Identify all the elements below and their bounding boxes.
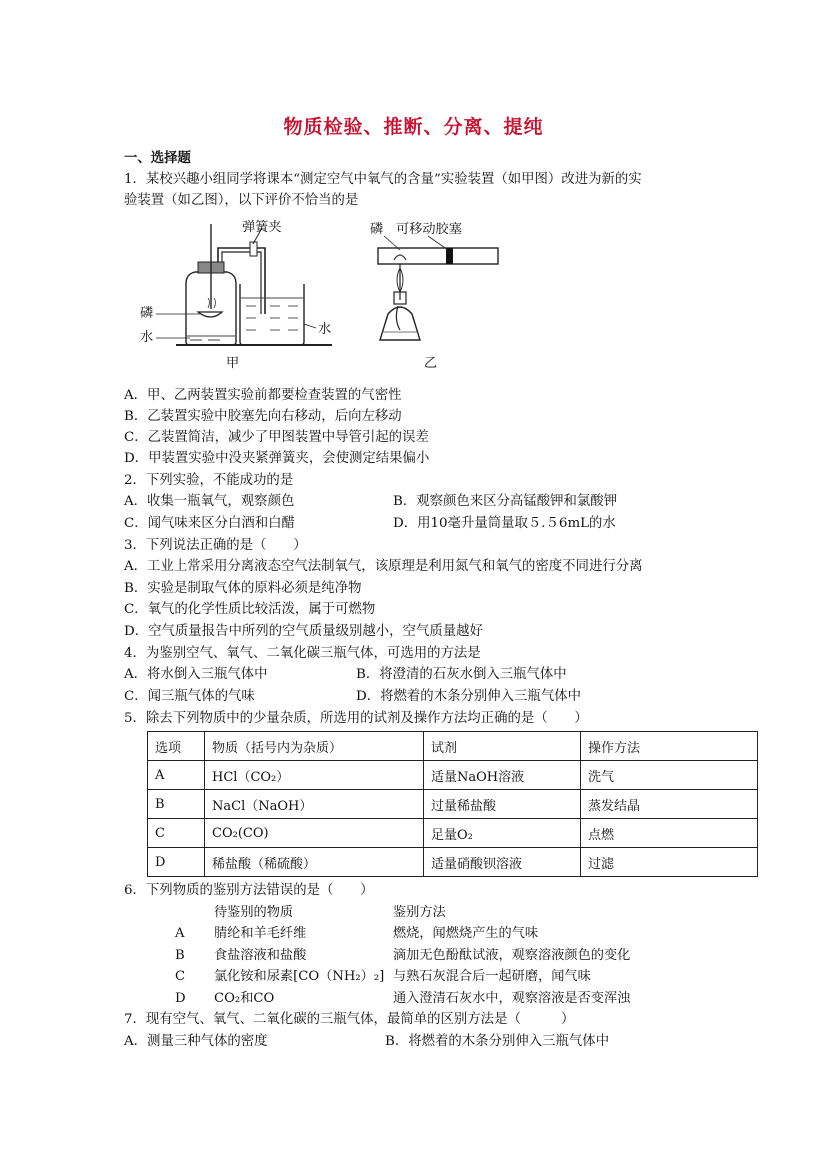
q6-row-b-method: 滴加无色酚酞试液，观察溶液颜色的变化 [393, 948, 631, 963]
table-row [148, 819, 758, 848]
q3-option-c: C．氧气的化学性质比较活泼，属于可燃物 [124, 602, 376, 617]
q3-option-a: A．工业上常采用分离液态空气法制氧气，该原理是利用氮气和氧气的密度不同进行分离 [124, 559, 643, 574]
section-heading: 一、选择题 [124, 150, 191, 166]
q6-row-a-method: 燃烧，闻燃烧产生的气味 [393, 926, 539, 941]
q6-row-a-letter: A [175, 926, 185, 941]
table-cell: 洗气 [581, 761, 758, 790]
table-cell: 蒸发结晶 [581, 790, 758, 819]
q4-stem: 4．为鉴别空气、氧气、二氧化碳三瓶气体，可选用的方法是 [124, 646, 481, 661]
q2-option-a: A．收集一瓶氧气，观察颜色 [124, 494, 295, 509]
q6-row-c-item: 氯化铵和尿素[CO（NH₂）₂] [214, 969, 385, 984]
q3-option-b: B．实验是制取气体的原料必须是纯净物 [124, 581, 362, 596]
q2-option-b: B．观察颜色来区分高锰酸钾和氯酸钾 [393, 494, 618, 509]
q6-row-c-letter: C [175, 969, 186, 984]
q6-row-b-letter: B [175, 948, 185, 963]
table-cell: D [148, 848, 205, 877]
q1-apparatus-figure [132, 214, 512, 384]
q6-row-c-method: 与熟石灰混合后一起研磨，闻气味 [393, 969, 591, 984]
label-yi: 乙 [424, 356, 438, 371]
table-cell: HCl（CO₂） [205, 761, 424, 790]
q7-stem: 7．现有空气、氧气、二氧化碳的三瓶气体，最简单的区别方法是（ ） [124, 1012, 575, 1027]
q1-stem-line1: 1．某校兴趣小组同学将课本“测定空气中氧气的含量”实验装置（如甲图）改进为新的实 [124, 172, 642, 187]
q5-table [147, 731, 758, 877]
table-cell: B [148, 790, 205, 819]
table-row [148, 790, 758, 819]
q6-row-b-item: 食盐溶液和盐酸 [214, 948, 307, 963]
label-jia: 甲 [226, 356, 240, 371]
q5-stem: 5．除去下列物质中的少量杂质，所选用的试剂及操作方法均正确的是（ ） [124, 711, 588, 726]
table-cell: C [148, 819, 205, 848]
q3-stem: 3．下列说法正确的是（ ） [124, 538, 307, 553]
label-clamp: 弹簧夹 [242, 220, 282, 235]
table-cell: 点燃 [581, 819, 758, 848]
table-cell: NaCl（NaOH） [205, 790, 424, 819]
q1-option-d: D．甲装置实验中没夹紧弹簧夹，会使测定结果偏小 [124, 451, 430, 466]
label-phosphorus-yi: 磷 [370, 222, 384, 237]
q1-stem-line2: 验装置（如乙图），以下评价不恰当的是 [124, 193, 359, 208]
table-cell: 过量稀盐酸 [424, 790, 581, 819]
table-cell: CO₂(CO) [205, 819, 424, 848]
q2-stem: 2．下列实验，不能成功的是 [124, 473, 294, 488]
q2-option-c: C．闻气味来区分白酒和白醋 [124, 516, 295, 531]
table-row [148, 761, 758, 790]
label-phosphorus-jia: 磷 [140, 306, 154, 321]
q1-option-b: B．乙装置实验中胶塞先向右移动，后向左移动 [124, 409, 402, 424]
label-water-beaker: 水 [318, 322, 332, 337]
table-header-cell: 试剂 [424, 732, 581, 761]
table-cell: 适量NaOH溶液 [424, 761, 581, 790]
q6-header-method: 鉴别方法 [393, 905, 446, 920]
table-cell: 适量硝酸钡溶液 [424, 848, 581, 877]
table-header-row [148, 732, 758, 761]
q6-row-d-item: CO₂和CO [214, 991, 275, 1006]
table-header-cell: 物质（括号内为杂质） [205, 732, 424, 761]
table-cell: 足量O₂ [424, 819, 581, 848]
q6-header-item: 待鉴别的物质 [214, 905, 294, 920]
q6-row-d-letter: D [175, 991, 186, 1006]
q6-stem: 6．下列物质的鉴别方法错误的是（ ） [124, 883, 374, 898]
table-cell: 稀盐酸（稀硫酸） [205, 848, 424, 877]
q6-row-a-item: 腈纶和羊毛纤维 [214, 926, 307, 941]
q7-option-a: A．测量三种气体的密度 [124, 1034, 268, 1049]
label-water-jia: 水 [140, 330, 154, 345]
q4-option-b: B．将澄清的石灰水倒入三瓶气体中 [356, 667, 567, 682]
page-title: 物质检验、推断、分离、提纯 [283, 116, 544, 138]
label-movable-stopper: 可移动胶塞 [396, 222, 462, 237]
q4-option-d: D．将燃着的木条分别伸入三瓶气体中 [356, 689, 581, 704]
table-header-cell: 选项 [148, 732, 205, 761]
q3-option-d: D．空气质量报告中所列的空气质量级别越小，空气质量越好 [124, 624, 483, 639]
table-header-cell: 操作方法 [581, 732, 758, 761]
q1-option-a: A．甲、乙两装置实验前都要检查装置的气密性 [124, 388, 402, 403]
q4-option-a: A．将水倒入三瓶气体中 [124, 667, 268, 682]
q2-option-d: D．用10毫升量筒量取５.５6mL的水 [393, 516, 616, 531]
table-row [148, 848, 758, 877]
q1-option-c: C．乙装置简洁，减少了甲图装置中导管引起的误差 [124, 430, 429, 445]
q6-row-d-method: 通入澄清石灰水中，观察溶液是否变浑浊 [393, 991, 631, 1006]
table-cell: A [148, 761, 205, 790]
q7-option-b: B．将燃着的木条分别伸入三瓶气体中 [385, 1034, 610, 1049]
table-cell: 过滤 [581, 848, 758, 877]
q4-option-c: C．闻三瓶气体的气味 [124, 689, 255, 704]
